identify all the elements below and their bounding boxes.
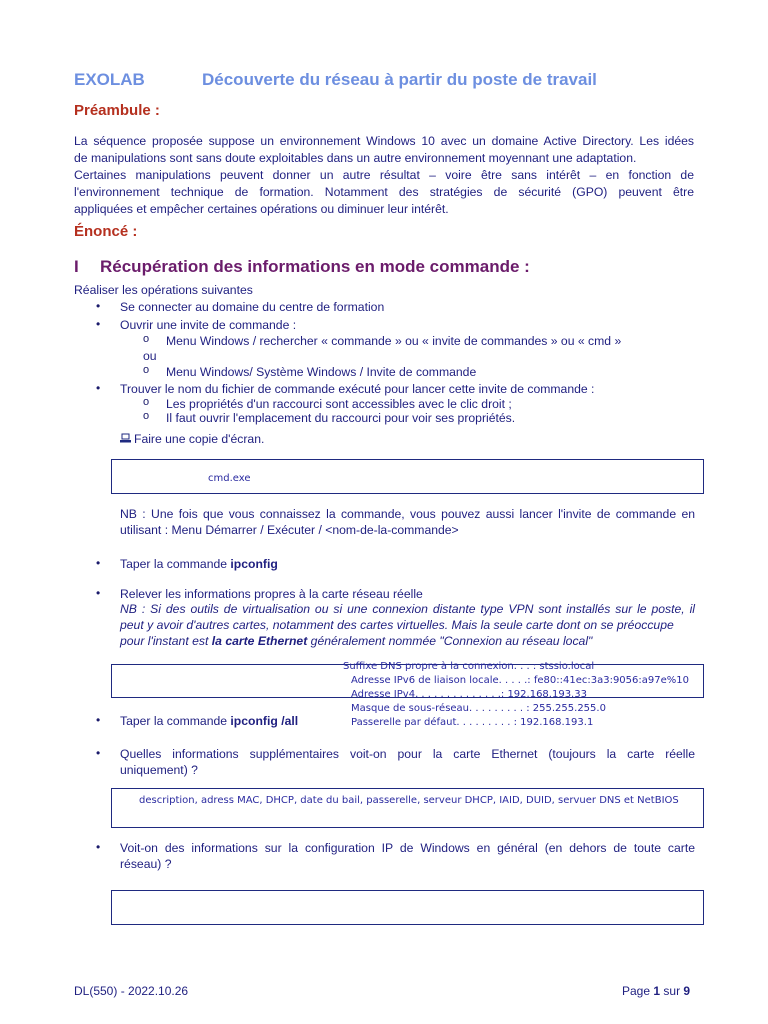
circle-bullet-icon: o	[143, 396, 150, 408]
circle-bullet-icon: o	[143, 333, 150, 345]
nb-line-part: généralement nommée "Connexion au réseau local"	[307, 634, 593, 648]
sub-bullet-search: Menu Windows / rechercher « commande » ou « invite de commandes » ou « cmd »	[166, 334, 622, 348]
preambule-text	[74, 133, 694, 218]
of-label: sur	[663, 984, 681, 998]
circle-bullet-icon: o	[143, 364, 150, 376]
bullet-open-prompt: Ouvrir une invite de commande :	[120, 318, 297, 332]
answer-cmd: cmd.exe	[208, 473, 251, 484]
ipconfig-line: Passerelle par défaut. . . . . . . . . : 192.168.193.1	[351, 717, 594, 728]
question-line: réseau) ?	[120, 857, 172, 871]
lab-title: Découverte du réseau à partir du poste de travail	[202, 70, 597, 89]
bullet-connect-domain: Se connecter au domaine du centre de formation	[120, 300, 385, 314]
preambule-line: de manipulations sont sans doute exploitables dans un autre environnement moyennant une adaptation.	[74, 151, 637, 165]
question-line: Quelles informations supplémentaires voit-on pour la carte Ethernet (toujours la carte réelle	[120, 747, 695, 761]
bullet-ipconfig-all	[120, 713, 298, 729]
section-title: Récupération des informations en mode commande :	[100, 257, 530, 276]
bullet-icon: •	[96, 840, 101, 854]
preambule-line: Certaines manipulations peuvent donner un autre résultat – voire être sans intérêt – en fonction de	[74, 168, 694, 182]
footer-reference: DL(550) - 2022.10.26	[74, 984, 189, 998]
ipconfig-all-command: ipconfig /all	[230, 714, 299, 728]
ipconfig-line: Adresse IPv4. . . . . . . . . . . . . .: 192.168.193.33	[351, 689, 587, 700]
ipconfig-line: Suffixe DNS propre à la connexion. . . : stssio.local	[343, 661, 595, 672]
bullet-ipconfig-all-text: Taper la commande	[120, 714, 231, 728]
page-total: 9	[683, 984, 691, 998]
nb-run-command	[120, 506, 695, 538]
preambule-line: La séquence proposée suppose un environnement Windows 10 avec un domaine Active Directory. Les idées	[74, 134, 694, 148]
answer-box-cmd	[111, 459, 704, 494]
preambule-line: appliquées et empêcher certaines opérations ou diminuer leur intérêt.	[74, 202, 449, 216]
sub-bullet-menu: Menu Windows/ Système Windows / Invite de commande	[166, 365, 477, 379]
preambule-heading: Préambule :	[74, 102, 160, 119]
or-label: ou	[143, 349, 157, 363]
bullet-find-file: Trouver le nom du fichier de commande exécuté pour lancer cette invite de commande :	[120, 382, 595, 396]
preambule-line: l'environnement technique de formation. Notamment des stratégies de sécurité (GPO) peuvent être	[74, 185, 694, 199]
nb-line: NB : Une fois que vous connaissez la commande, vous pouvez aussi lancer l'invite de commande en	[120, 507, 695, 521]
page-label: Page	[622, 984, 651, 998]
nb-line	[120, 633, 695, 649]
bullet-record-info: Relever les informations propres à la carte réseau réelle	[120, 587, 423, 601]
sub-bullet-properties: Les propriétés d'un raccourci sont accessibles avec le clic droit ;	[166, 397, 512, 411]
bullet-icon: •	[96, 317, 101, 331]
question-line: Voit-on des informations sur la configuration IP de Windows en général (en dehors de toute carte	[120, 841, 695, 855]
bullet-icon: •	[96, 586, 101, 600]
page-number: 1	[653, 984, 661, 998]
nb-line-part: pour l'instant est	[120, 634, 212, 648]
answer-box-extra-info	[111, 788, 704, 828]
bullet-icon: •	[96, 556, 101, 570]
bullet-icon: •	[96, 713, 101, 727]
nb-virtualisation	[120, 601, 695, 649]
document-title	[74, 70, 597, 90]
ipconfig-command: ipconfig	[230, 557, 278, 571]
lab-label: EXOLAB	[74, 70, 145, 89]
screenshot-icon	[120, 433, 131, 443]
bullet-icon: •	[96, 381, 101, 395]
ipconfig-output	[343, 660, 689, 730]
section-number: I	[74, 257, 79, 276]
bullet-icon: •	[96, 746, 101, 760]
circle-bullet-icon: o	[143, 410, 150, 422]
question-line: uniquement) ?	[120, 763, 198, 777]
ipconfig-line: Masque de sous-réseau. . . . . . . . . : 255.255.255.0	[351, 703, 606, 714]
enonce-heading: Énoncé :	[74, 223, 138, 240]
answer-box-windows-ip	[111, 890, 704, 925]
bullet-ipconfig	[120, 556, 278, 572]
sub-bullet-location: Il faut ouvrir l'emplacement du raccourci pour voir ses propriétés.	[166, 411, 516, 425]
bullet-windows-ip	[120, 840, 695, 872]
nb-line: NB : Si des outils de virtualisation ou si une connexion distante type VPN sont installés sur le poste, il	[120, 602, 695, 616]
nb-line: utilisant : Menu Démarrer / Exécuter / <nom-de-la-commande>	[120, 523, 459, 537]
section-intro: Réaliser les opérations suivantes	[74, 283, 253, 297]
bullet-ipconfig-text: Taper la commande	[120, 557, 231, 571]
nb-ethernet-bold: la carte Ethernet	[211, 634, 308, 648]
page-indicator	[622, 984, 690, 998]
bullet-icon: •	[96, 299, 101, 313]
ipconfig-line: Adresse IPv6 de liaison locale. . . . .: fe80::41ec:3a3:9056:a97e%10	[351, 675, 689, 686]
answer-extra-info: description, adress MAC, DHCP, date du bail, passerelle, serveur DHCP, IAID, DUID, servuer DNS et NetBIOS	[139, 795, 679, 806]
nb-line: peut y avoir d'autres cartes, notamment des cartes virtuelles. Mais la seule carte dont on se préoccupe	[120, 618, 674, 632]
bullet-extra-info	[120, 746, 695, 778]
screenshot-note: Faire une copie d'écran.	[134, 432, 265, 446]
